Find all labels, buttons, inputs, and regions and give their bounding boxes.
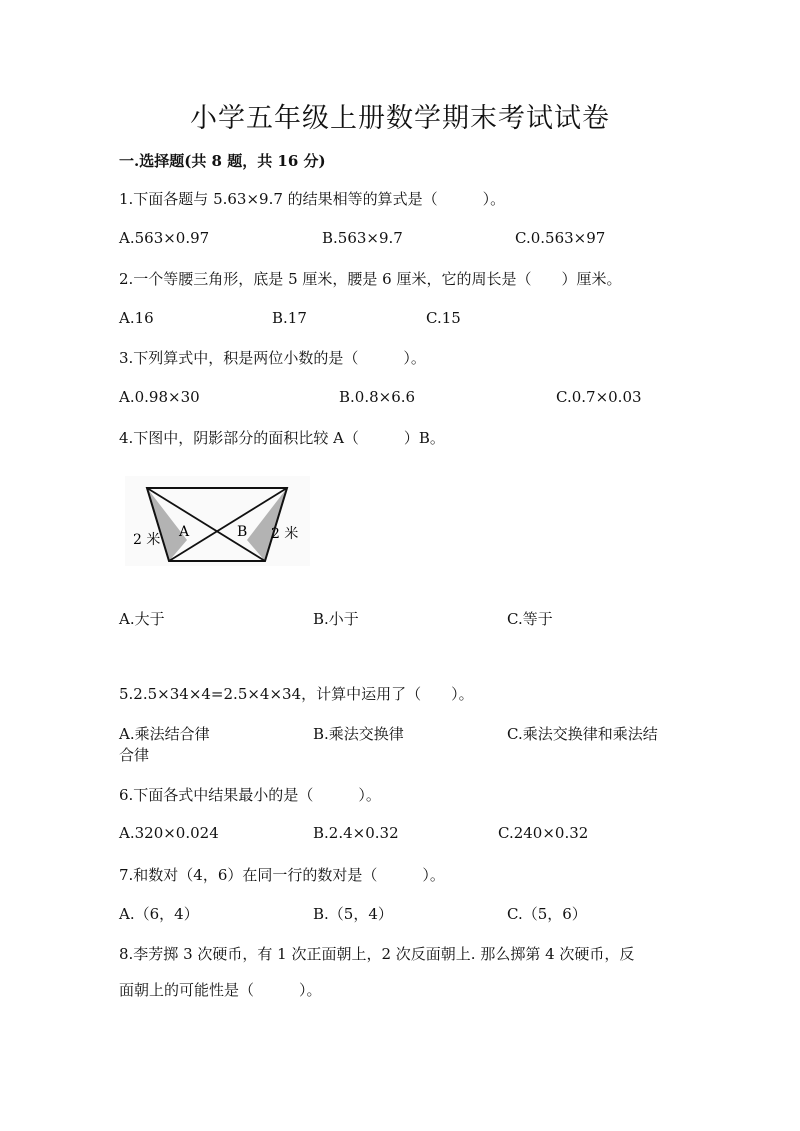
q5-option-b: B.乘法交换律 xyxy=(313,725,404,743)
q4-option-b: B.小于 xyxy=(313,610,359,628)
question-4: 4.下图中，阴影部分的面积比较 A（ ）B。 xyxy=(119,429,445,447)
q7-option-b: B.（5，4） xyxy=(313,905,393,923)
q5-option-c-wrap: 合律 xyxy=(119,746,150,764)
q4-option-a: A.大于 xyxy=(119,610,165,628)
q6-option-b: B.2.4×0.32 xyxy=(313,824,399,842)
label-a: A xyxy=(179,524,190,540)
q5-option-a: A.乘法结合律 xyxy=(119,725,210,743)
left-side-label: 2 米 xyxy=(133,532,161,548)
q6-option-a: A.320×0.024 xyxy=(119,824,219,842)
right-side-label: 2 米 xyxy=(271,526,299,542)
section-heading: 一.选择题(共 8 题，共 16 分) xyxy=(119,152,326,170)
question-6: 6.下面各式中结果最小的是（ ）。 xyxy=(119,786,381,804)
label-b: B xyxy=(237,524,248,540)
q2-option-a: A.16 xyxy=(119,309,154,327)
q3-option-a: A.0.98×30 xyxy=(119,388,200,406)
q1-option-a: A.563×0.97 xyxy=(119,229,210,247)
question-7: 7.和数对（4，6）在同一行的数对是（ ）。 xyxy=(119,866,445,884)
q2-option-b: B.17 xyxy=(272,309,307,327)
question-8-line-2: 面朝上的可能性是（ ）。 xyxy=(119,981,322,999)
q7-option-a: A.（6，4） xyxy=(119,905,199,923)
q5-option-c: C.乘法交换律和乘法结 xyxy=(507,725,658,743)
question-5: 5.2.5×34×4=2.5×4×34，计算中运用了（ ）。 xyxy=(119,685,474,703)
q6-option-c: C.240×0.32 xyxy=(498,824,589,842)
q3-option-b: B.0.8×6.6 xyxy=(339,388,416,406)
page-title: 小学五年级上册数学期末考试试卷 xyxy=(190,103,610,134)
question-8-line-1: 8.李芳掷 3 次硬币，有 1 次正面朝上，2 次反面朝上. 那么掷第 4 次硬币，反 xyxy=(119,945,635,963)
question-2: 2.一个等腰三角形，底是 5 厘米，腰是 6 厘米，它的周长是（ ）厘米。 xyxy=(119,270,622,288)
q1-option-c: C.0.563×97 xyxy=(515,229,606,247)
q7-option-c: C.（5，6） xyxy=(507,905,587,923)
trapezoid-figure xyxy=(125,476,310,566)
q4-option-c: C.等于 xyxy=(507,610,553,628)
question-3: 3.下列算式中，积是两位小数的是（ ）。 xyxy=(119,349,426,367)
question-1: 1.下面各题与 5.63×9.7 的结果相等的算式是（ ）。 xyxy=(119,190,506,208)
q3-option-c: C.0.7×0.03 xyxy=(556,388,642,406)
q1-option-b: B.563×9.7 xyxy=(322,229,403,247)
q2-option-c: C.15 xyxy=(426,309,461,327)
